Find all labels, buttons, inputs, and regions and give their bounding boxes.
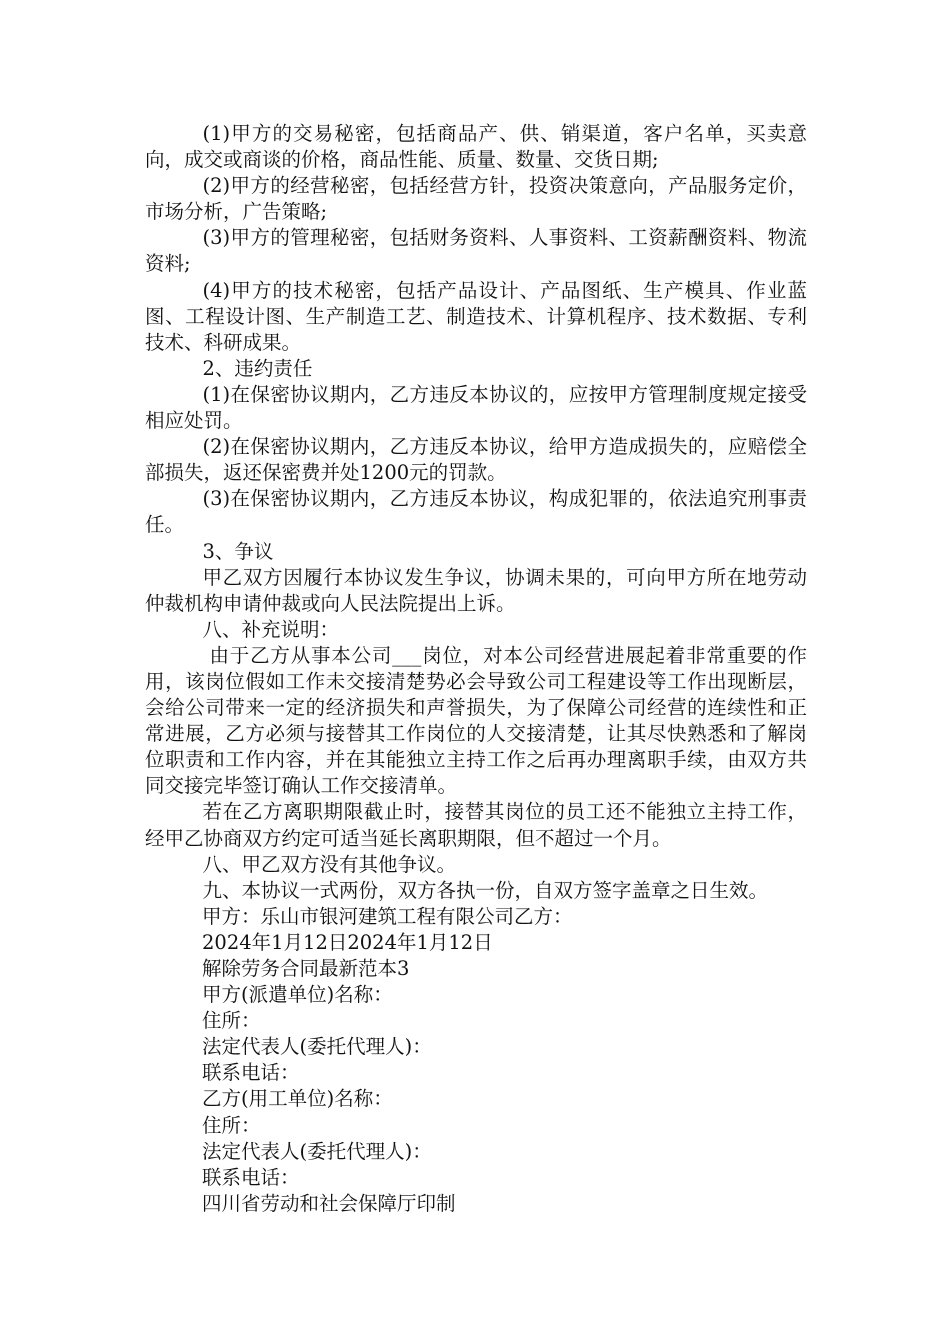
paragraph-breach-1: (1)在保密协议期内，乙方违反本协议的，应按甲方管理制度规定接受相应处罚。 — [145, 382, 807, 433]
paragraph-supplement: 由于乙方从事本公司___岗位，对本公司经营进展起着非常重要的作用，该岗位假如工作未交接清楚势必会导致公司工程建设等工作出现断层，会给公司带来一定的经济损失和声誉损失，为了保障公司经营的连续性和正常进展，乙方必须与接替其工作岗位的人交接清楚，让其尽快熟悉和了解岗位职责和工作内容，并在其能独立主持工作之后再办理离职手续，由双方共同交接完毕签订确认工作交接清单。 — [145, 643, 807, 798]
document-body — [145, 121, 807, 1217]
paragraph-dispute: 甲乙双方因履行本协议发生争议，协调未果的，可向甲方所在地劳动仲裁机构申请仲裁或向人民法院提出上诉。 — [145, 565, 807, 615]
signature-dates: 2024年1月12日2024年1月12日 — [202, 930, 493, 954]
party-b-representative-field: 法定代表人(委托代理人)： — [202, 1139, 432, 1163]
paragraph-copies: 九、本协议一式两份，双方各执一份，自双方签字盖章之日生效。 — [202, 878, 769, 902]
paragraph-business-secret: (2)甲方的经营秘密，包括经营方针，投资决策意向，产品服务定价，市场分析，广告策略; — [145, 174, 807, 224]
section-heading-breach: 2、违约责任 — [202, 356, 313, 380]
paragraph-technical-secret: (4)甲方的技术秘密，包括产品设计、产品图纸、生产模具、作业蓝图、工程设计图、生产制造工艺、制造技术、计算机程序、技术数据、专利技术、科研成果。 — [145, 278, 807, 354]
template-title: 解除劳务合同最新范本3 — [202, 957, 410, 980]
party-a-name-field: 甲方(派遣单位)名称： — [202, 983, 393, 1007]
party-a-representative-field: 法定代表人(委托代理人)： — [202, 1035, 432, 1059]
party-b-address-field: 住所： — [202, 1113, 261, 1137]
section-heading-dispute: 3、争议 — [202, 539, 274, 563]
signature-parties: 甲方：乐山市银河建筑工程有限公司乙方： — [202, 904, 573, 928]
paragraph-no-dispute: 八、甲乙双方没有其他争议。 — [202, 852, 457, 876]
paragraph-trade-secret: (1)甲方的交易秘密，包括商品产、供、销渠道，客户名单，买卖意向，成交或商谈的价格，商品性能、质量、数量、交货日期; — [145, 122, 807, 172]
party-a-phone-field: 联系电话： — [202, 1061, 300, 1085]
party-b-phone-field: 联系电话： — [202, 1165, 300, 1189]
section-heading-supplement: 八、补充说明： — [202, 617, 340, 641]
printed-by-note: 四川省劳动和社会保障厅印制 — [202, 1191, 456, 1215]
party-b-name-field: 乙方(用工单位)名称： — [202, 1087, 393, 1111]
paragraph-resignation-extension: 若在乙方离职期限截止时，接替其岗位的员工还不能独立主持工作，经甲乙协商双方约定可适当延长离职期限，但不超过一个月。 — [145, 800, 807, 850]
paragraph-management-secret: (3)甲方的管理秘密，包括财务资料、人事资料、工资薪酬资料、物流资料; — [145, 226, 807, 276]
paragraph-breach-2: (2)在保密协议期内，乙方违反本协议，给甲方造成损失的，应赔偿全部损失，返还保密费并处1200元的罚款。 — [145, 435, 807, 485]
paragraph-breach-3: (3)在保密协议期内，乙方违反本协议，构成犯罪的，依法追究刑事责任。 — [145, 487, 807, 537]
party-a-address-field: 住所： — [202, 1009, 261, 1033]
